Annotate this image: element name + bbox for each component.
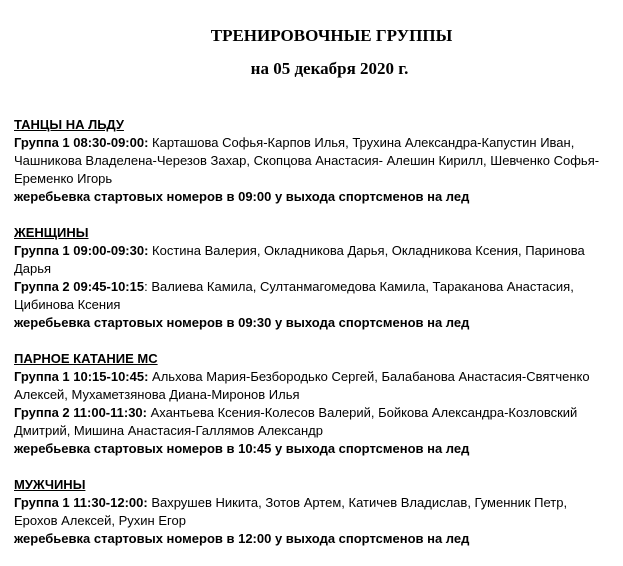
section-ice-dance [14,116,614,206]
group-entry [14,494,614,530]
group-entry [14,278,614,314]
draw-note: жеребьевка стартовых номеров в 09:00 у выхода спортсменов на лед [14,189,470,204]
group-members: Костина Валерия, Окладникова Дарья, Окладникова Ксения, Паринова Дарья [14,243,585,276]
group-members: Альхова Мария-Безбородько Сергей, Балабанова Анастасия-Святченко Алексей, Мухаметзянова Диана-Миронов Илья [14,369,590,402]
group-label: Группа 1 08:30-09:00: [14,135,149,150]
draw-note: жеребьевка стартовых номеров в 12:00 у выхода спортсменов на лед [14,531,470,546]
group-members: Ахантьева Ксения-Колесов Валерий, Бойкова Александра-Козловский Дмитрий, Мишина Анастасия-Галлямов Александр [14,405,578,438]
group-entry [14,404,614,440]
section-title: ПАРНОЕ КАТАНИЕ МС [14,351,158,366]
section-title: МУЖЧИНЫ [14,477,86,492]
group-members: : Валиева Камила, Султанмагомедова Камила, Тараканова Анастасия, Цибинова Ксения [14,279,574,312]
page-date: на 05 декабря 2020 г. [250,59,409,78]
section-title: ЖЕНЩИНЫ [14,225,89,240]
schedule-content [14,116,614,566]
section-women [14,224,614,332]
group-entry [14,242,614,278]
group-members: Карташова Софья-Карпов Илья, Трухина Александра-Капустин Иван, Чашникова Владелена-Черезов Захар, Скопцова Анастасия- Алешин Кирилл, Шевченко Софья-Еременко Игорь [14,135,600,186]
group-label: Группа 2 11:00-11:30: [14,405,147,420]
section-pairs [14,350,614,458]
draw-note: жеребьевка стартовых номеров в 09:30 у выхода спортсменов на лед [14,315,470,330]
draw-note: жеребьевка стартовых номеров в 10:45 у выхода спортсменов на лед [14,441,470,456]
group-members: Вахрушев Никита, Зотов Артем, Катичев Владислав, Гуменник Петр, Ерохов Алексей, Рухин Егор [14,495,568,528]
section-title: ТАНЦЫ НА ЛЬДУ [14,117,124,132]
section-men [14,476,614,548]
page-title: ТРЕНИРОВОЧНЫЕ ГРУППЫ [210,26,453,45]
group-label: Группа 1 11:30-12:00: [14,495,148,510]
group-label: Группа 1 09:00-09:30: [14,243,149,258]
group-entry [14,368,614,404]
group-label: Группа 2 09:45-10:15 [14,279,145,294]
group-label: Группа 1 10:15-10:45: [14,369,149,384]
group-entry [14,134,614,188]
